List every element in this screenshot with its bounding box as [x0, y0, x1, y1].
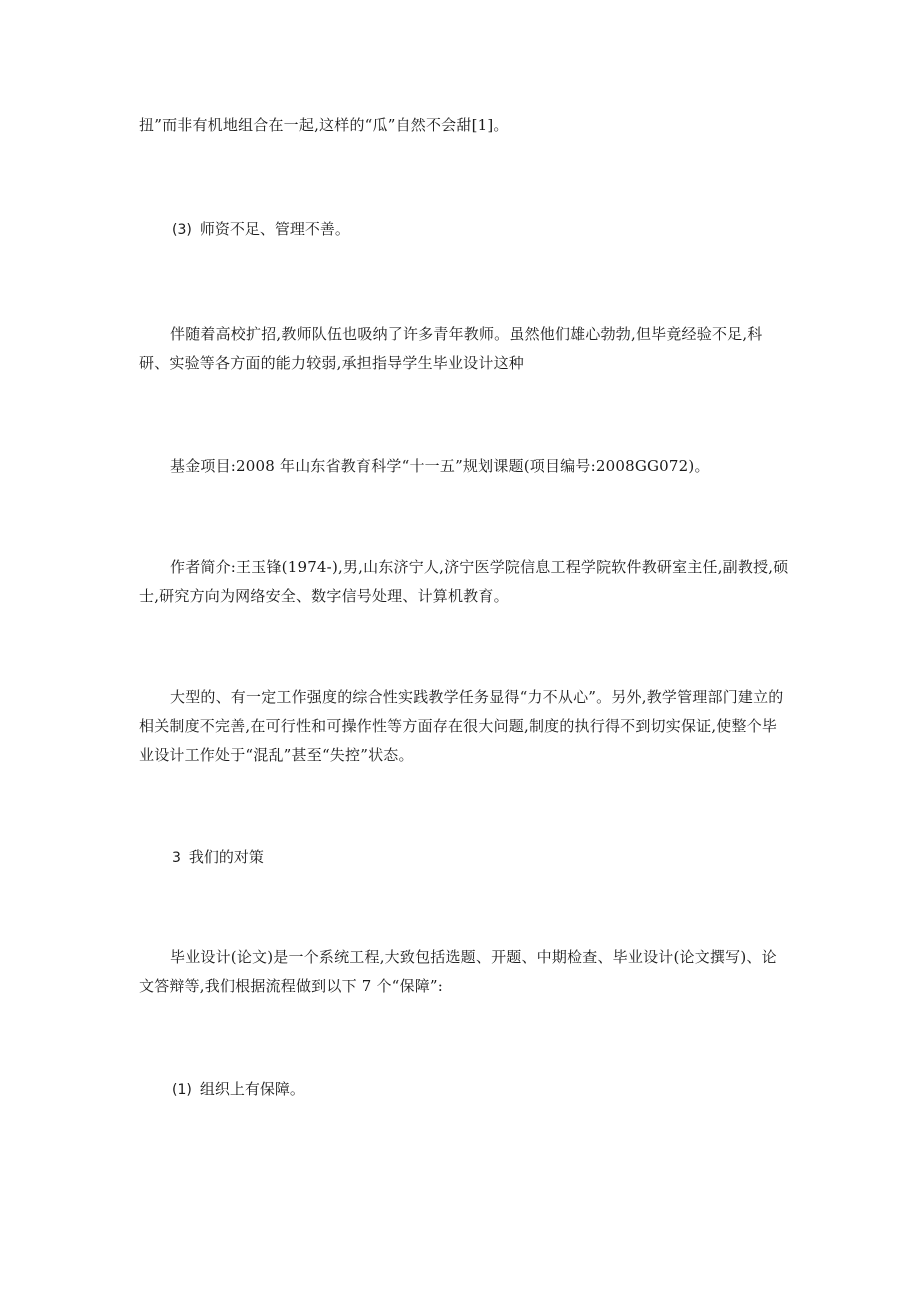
subheading-text: 组织上有保障。	[199, 1080, 305, 1098]
paragraph-author-bio: 作者简介:王玉锋(1974-),男,山东济宁人,济宁医学院信息工程学院软件教研室主任,副教授,硕士,研究方向为网络安全、数字信号处理、计算机教育。	[139, 558, 789, 605]
section-title: 我们的对策	[188, 848, 264, 866]
paragraph-continuation: 扭”而非有机地组合在一起,这样的“瓜”自然不会甜[1]。	[139, 116, 509, 134]
section-heading-countermeasures	[172, 843, 264, 873]
subheading-text: 师资不足、管理不善。	[199, 220, 350, 238]
paragraph-system-engineering: 毕业设计(论文)是一个系统工程,大致包括选题、开题、中期检查、毕业设计(论文撰写)、论文答辩等,我们根据流程做到以下 7 个“保障”:	[139, 948, 777, 995]
subheading-organization	[172, 1075, 305, 1105]
section-number: 3	[172, 850, 181, 866]
paragraph-management-issues: 大型的、有一定工作强度的综合性实践教学任务显得“力不从心”。另外,教学管理部门建立的相关制度不完善,在可行性和可操作性等方面存在很大问题,制度的执行得不到切实保证,使整个毕业设计工作处于“混乱”甚至“失控”状态。	[139, 688, 784, 764]
paragraph-funding: 基金项目:2008 年山东省教育科学“十一五”规划课题(项目编号:2008GG072)。	[170, 457, 710, 475]
subheading-teacher-shortage	[172, 215, 350, 245]
subheading-number: (1)	[172, 1082, 192, 1098]
subheading-number: (3)	[172, 222, 192, 238]
paragraph-young-teachers: 伴随着高校扩招,教师队伍也吸纳了许多青年教师。虽然他们雄心勃勃,但毕竟经验不足,科研、实验等各方面的能力较弱,承担指导学生毕业设计这种	[139, 325, 763, 372]
